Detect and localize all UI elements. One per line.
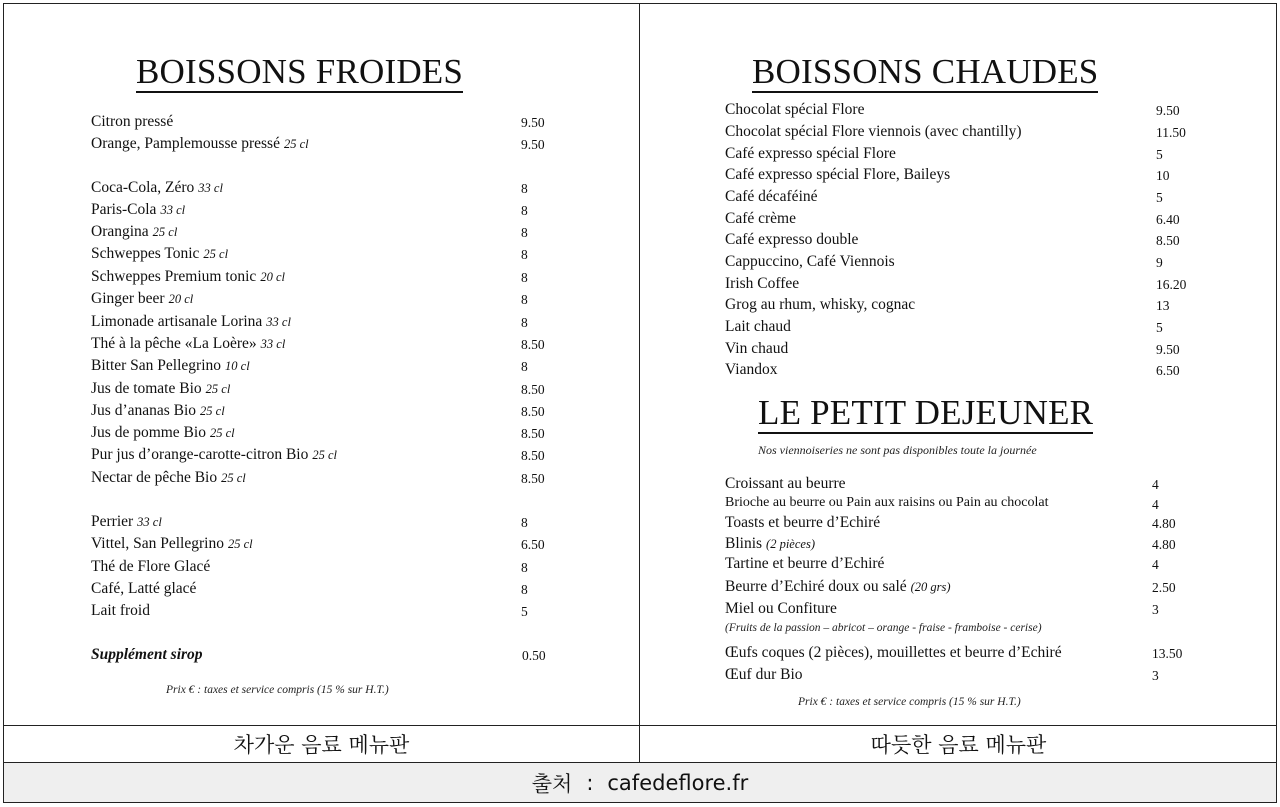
cold-drink-item-volume: 25 cl (205, 382, 231, 396)
source-label: 출처 (531, 771, 573, 796)
cold-drink-item-volume: 10 cl (225, 359, 250, 373)
hot-drink-item (725, 211, 796, 227)
cold-drink-item-volume: 20 cl (260, 270, 285, 284)
cold-drink-item (91, 559, 210, 575)
hot-drink-item (725, 254, 895, 270)
title-underline (136, 91, 463, 93)
cold-drink-item (91, 425, 235, 441)
breakfast-item (725, 667, 803, 683)
hot-drink-item-price: 11.50 (1156, 125, 1186, 140)
cold-footnote: Prix € : taxes et service compris (15 % sur H.T.) (166, 684, 389, 696)
title-underline (758, 432, 1093, 434)
hot-drink-item-price: 5 (1156, 147, 1163, 162)
title-underline (752, 91, 1098, 93)
cold-drink-item-volume: 25 cl (203, 247, 229, 261)
cold-drink-item (91, 180, 223, 196)
cold-drink-item-volume: 25 cl (312, 448, 338, 462)
cold-drink-item-name: Café, Latté glacé (91, 580, 197, 597)
cold-drink-item (91, 224, 177, 240)
cold-drink-item-price: 8 (521, 359, 528, 374)
cold-drink-item-name: Thé de Flore Glacé (91, 558, 211, 575)
cold-drink-item-name: Nectar de pêche Bio (91, 469, 218, 486)
cold-drink-item-volume: 33 cl (137, 515, 162, 529)
cold-drink-item-volume: 20 cl (168, 292, 194, 306)
breakfast-item-name: Blinis (725, 535, 763, 552)
breakfast-item-name: Miel ou Confiture (725, 600, 837, 617)
cold-drink-item-price: 8 (521, 515, 528, 530)
cold-drink-item (91, 114, 173, 130)
cold-drink-item-price: 8.50 (521, 471, 545, 486)
cold-drink-item-volume: 33 cl (260, 337, 286, 351)
cold-drink-item-price: 8 (521, 582, 528, 597)
supplement-price: 0.50 (522, 648, 546, 663)
hot-drinks-title (752, 54, 1098, 89)
breakfast-item-name: Toasts et beurre d’Echiré (725, 514, 881, 531)
cold-drink-item-price: 8.50 (521, 448, 545, 463)
jam-flavors-note: (Fruits de la passion – abricot – orange - fraise - framboise - cerise) (725, 622, 1042, 634)
hot-drink-item-price: 6.50 (1156, 363, 1180, 378)
cold-drink-item-name: Schweppes Premium tonic (91, 268, 257, 285)
breakfast-item-price: 3 (1152, 668, 1159, 683)
cold-drinks-title-text: BOISSONS FROIDES (136, 52, 464, 91)
breakfast-item (725, 556, 884, 572)
hot-drink-item-price: 8.50 (1156, 233, 1180, 248)
breakfast-item-price: 4 (1152, 497, 1159, 512)
cold-drink-item-name: Perrier (91, 513, 134, 530)
cold-drink-item-volume: 25 cl (200, 404, 225, 418)
cold-drink-item-name: Ginger beer (91, 290, 165, 307)
cold-drink-item-volume: 25 cl (152, 225, 178, 239)
breakfast-item (725, 476, 846, 492)
hot-drink-item (725, 276, 799, 292)
hot-drink-item-price: 9.50 (1156, 103, 1180, 118)
breakfast-item-price: 2.50 (1152, 580, 1176, 595)
hot-drink-item-price: 5 (1156, 320, 1163, 335)
breakfast-item-price: 4 (1152, 477, 1159, 492)
cold-drink-item (91, 202, 185, 218)
breakfast-footnote: Prix € : taxes et service compris (15 % sur H.T.) (798, 696, 1021, 708)
hot-drink-item (725, 189, 818, 205)
hot-drink-item-name: Lait chaud (725, 318, 791, 335)
hot-drink-item-name: Café décaféiné (725, 188, 818, 205)
cold-drink-item-price: 8.50 (521, 426, 545, 441)
hot-drink-item (725, 232, 858, 248)
hot-drink-item-price: 9.50 (1156, 342, 1180, 357)
cold-drink-item-name: Orangina (91, 223, 149, 240)
cold-drink-item-price: 9.50 (521, 137, 545, 152)
hot-drink-item-name: Vin chaud (725, 340, 789, 357)
cold-drink-item-name: Orange, Pamplemousse pressé (91, 135, 280, 152)
hot-drink-item-name: Café crème (725, 210, 796, 227)
hot-drink-item (725, 124, 1022, 140)
hot-drinks-menu (640, 4, 1277, 725)
breakfast-item-name: Œuf dur Bio (725, 666, 803, 683)
cold-drink-item (91, 314, 291, 330)
hot-drink-item (725, 341, 788, 357)
hot-drink-item-name: Viandox (725, 361, 778, 378)
cold-drink-item-price: 8.50 (521, 404, 545, 419)
cold-drink-item-price: 5 (521, 604, 528, 619)
breakfast-title (758, 395, 1093, 430)
cold-drink-item (91, 514, 162, 530)
cold-drink-item-name: Paris-Cola (91, 201, 157, 218)
source-separator: : (586, 770, 594, 795)
cold-drink-item-volume: 33 cl (198, 181, 223, 195)
hot-drink-item (725, 102, 864, 118)
cold-drink-item-name: Lait froid (91, 602, 150, 619)
cold-drink-item-name: Coca-Cola, Zéro (91, 179, 195, 196)
cold-drink-item-name: Schweppes Tonic (91, 245, 200, 262)
cold-drink-item-volume: 25 cl (227, 537, 253, 551)
cold-drink-item-name: Jus de tomate Bio (91, 380, 202, 397)
cold-drink-item-name: Bitter San Pellegrino (91, 357, 222, 374)
hot-drink-item-name: Café expresso spécial Flore, Baileys (725, 166, 951, 183)
hot-drink-item (725, 146, 896, 162)
hot-drink-item-price: 10 (1156, 168, 1170, 183)
cold-drink-item (91, 581, 196, 597)
cold-drink-item-volume: 33 cl (266, 315, 291, 329)
hot-drink-item (725, 362, 777, 378)
cold-drink-item-price: 8 (521, 292, 528, 307)
cold-drink-item (91, 603, 150, 619)
breakfast-title-text: LE PETIT DEJEUNER (758, 393, 1094, 432)
cold-drink-item-price: 8 (521, 181, 528, 196)
breakfast-subtitle: Nos viennoiseries ne sont pas disponibles toute la journée (758, 443, 1037, 457)
hot-drink-item-name: Chocolat spécial Flore viennois (avec chantilly) (725, 123, 1022, 140)
cold-drink-item-price: 8 (521, 270, 528, 285)
hot-drink-item-price: 6.40 (1156, 212, 1180, 227)
breakfast-item (725, 601, 837, 617)
cold-drink-item-volume: 25 cl (221, 471, 246, 485)
source-site: cafedeflore.fr (607, 770, 749, 795)
hot-drink-item-name: Grog au rhum, whisky, cognac (725, 296, 916, 313)
hot-drink-item (725, 297, 915, 313)
breakfast-item-name: Croissant au beurre (725, 475, 846, 492)
cold-drink-item-volume: 25 cl (209, 426, 235, 440)
breakfast-item (725, 579, 951, 595)
breakfast-item (725, 515, 880, 531)
hot-drink-item (725, 319, 791, 335)
hot-drink-item-name: Café expresso double (725, 231, 859, 248)
caption-cold-menu: 차가운 음료 메뉴판 (233, 733, 410, 757)
breakfast-item-volume: (2 pièces) (766, 537, 815, 551)
cold-drink-item-price: 8 (521, 560, 528, 575)
hot-drink-item-name: Café expresso spécial Flore (725, 145, 896, 162)
cold-drink-item (91, 136, 309, 152)
cold-drink-item-name: Vittel, San Pellegrino (91, 535, 224, 552)
caption-hot-menu: 따듯한 음료 메뉴판 (870, 733, 1047, 757)
cold-drink-item (91, 447, 337, 463)
cold-drink-item-price: 9.50 (521, 115, 545, 130)
cold-drink-item (91, 381, 230, 397)
hot-drinks-title-text: BOISSONS CHAUDES (752, 52, 1099, 91)
cold-drinks-menu (4, 4, 639, 725)
cold-drink-item-name: Jus d’ananas Bio (91, 402, 197, 419)
breakfast-item-price: 4 (1152, 557, 1159, 572)
cold-drink-item-price: 8 (521, 203, 528, 218)
cold-drink-item-name: Thé à la pêche «La Loère» (91, 335, 257, 352)
breakfast-item (725, 536, 815, 552)
hot-drink-item-price: 16.20 (1156, 277, 1187, 292)
breakfast-item-price: 4.80 (1152, 516, 1176, 531)
hot-drink-item (725, 167, 950, 183)
cold-drinks-title (136, 54, 463, 89)
cold-drink-item-price: 8 (521, 247, 528, 262)
hot-drink-item-name: Cappuccino, Café Viennois (725, 253, 895, 270)
breakfast-item-price: 3 (1152, 602, 1159, 617)
cold-drink-item-price: 8 (521, 315, 528, 330)
supplement-label: Supplément sirop (91, 646, 203, 663)
cold-drink-item-volume: 33 cl (160, 203, 186, 217)
breakfast-item-name: Brioche au beurre ou Pain aux raisins ou Pain au chocolat (725, 495, 1049, 510)
cold-drink-item-volume: 25 cl (283, 137, 309, 151)
cold-drink-item-price: 8.50 (521, 337, 545, 352)
breakfast-item-volume: (20 grs) (910, 580, 951, 594)
cold-drink-item (91, 291, 193, 307)
cold-drink-item-price: 8.50 (521, 382, 545, 397)
hot-drink-item-price: 5 (1156, 190, 1163, 205)
cold-drink-item (91, 269, 285, 285)
breakfast-item-price: 13.50 (1152, 646, 1183, 661)
breakfast-item-name: Tartine et beurre d’Echiré (725, 555, 885, 572)
hot-drink-item-price: 13 (1156, 298, 1170, 313)
breakfast-item (725, 645, 1062, 661)
cold-drink-item (91, 403, 225, 419)
cold-drink-item (91, 336, 285, 352)
hot-drink-item-name: Irish Coffee (725, 275, 800, 292)
cold-drink-item-price: 8 (521, 225, 528, 240)
cold-drink-item (91, 470, 246, 486)
cold-drink-item (91, 358, 250, 374)
cold-drink-item-price: 6.50 (521, 537, 545, 552)
breakfast-item-price: 4.80 (1152, 537, 1176, 552)
breakfast-item-name: Œufs coques (2 pièces), mouillettes et beurre d’Echiré (725, 644, 1062, 661)
breakfast-item (725, 496, 1048, 510)
cold-drink-item-name: Limonade artisanale Lorina (91, 313, 263, 330)
breakfast-item-name: Beurre d’Echiré doux ou salé (725, 578, 907, 595)
cold-drink-item (91, 246, 228, 262)
hot-drink-item-price: 9 (1156, 255, 1163, 270)
cold-drink-item-name: Citron pressé (91, 113, 174, 130)
hot-drink-item-name: Chocolat spécial Flore (725, 101, 865, 118)
source-bar (4, 763, 1276, 802)
cold-drink-item-name: Pur jus d’orange-carotte-citron Bio (91, 446, 309, 463)
cold-drink-item (91, 536, 253, 552)
cold-drink-item-name: Jus de pomme Bio (91, 424, 206, 441)
